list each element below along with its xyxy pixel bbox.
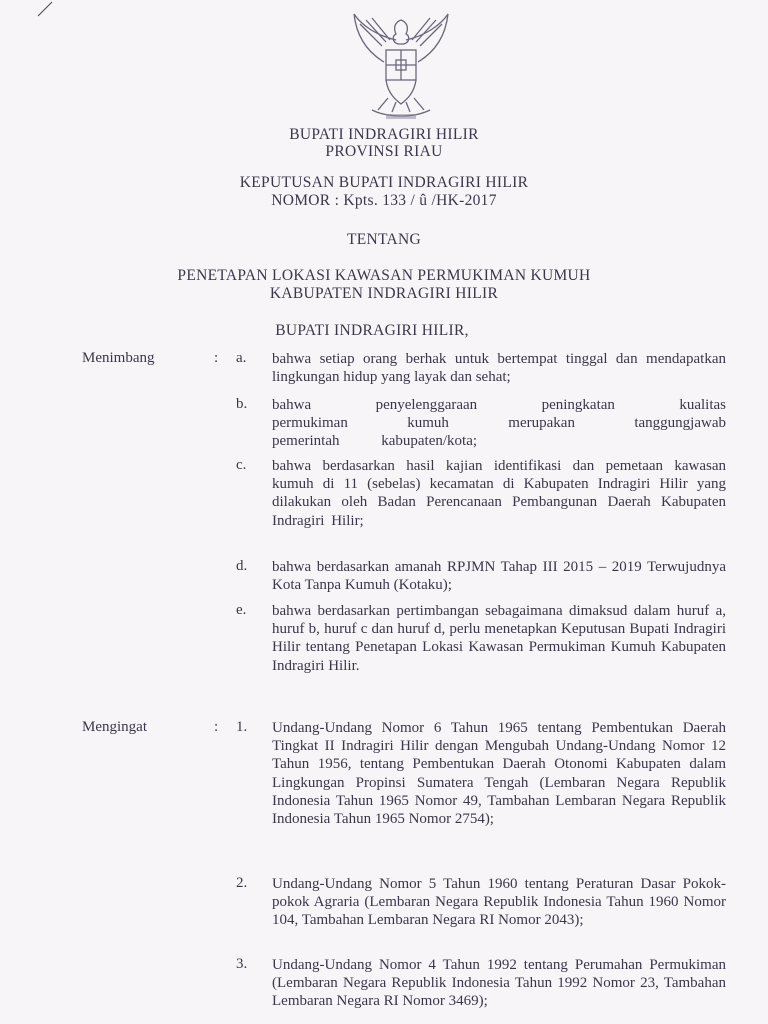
authority-title: BUPATI INDRAGIRI HILIR	[289, 126, 479, 143]
about-heading: TENTANG	[346, 231, 422, 248]
province-title: PROVINSI RIAU	[325, 143, 443, 160]
menimbang-marker-a: a.	[236, 350, 247, 366]
mengingat-item-1: Undang-Undang Nomor 6 Tahun 1965 tentang Pembentukan Daerah Tingkat II Indragiri Hilir dengan Mengubah Undang-Undang Nomor 12 Tahun 1956, tentang Pembentukan Daerah Otonomi Kabupaten dalam Lingkungan Propinsi Sumatera Tengah (Lembaran Negara Republik Indonesia Tahun 1965 Nomor 49, Tambahan Lembaran Negara Republik Indonesia Tahun 1965 Nomor 2754);	[272, 720, 726, 828]
mengingat-label: Mengingat	[82, 719, 147, 735]
issuer-line: BUPATI INDRAGIRI HILIR,	[275, 322, 469, 339]
subject-line-2: KABUPATEN INDRAGIRI HILIR	[269, 285, 499, 302]
mengingat-marker-1: 1.	[236, 719, 248, 735]
menimbang-item-c: bahwa berdasarkan hasil kajian identifikasi dan pemetaan kawasan kumuh di 11 (sebelas) kecamatan di Kabupaten Indragiri Hilir yang dilakukan oleh Badan Perencanaan Pembangunan Daerah Kabupaten Indragiri Hilir;	[272, 458, 726, 529]
menimbang-marker-e: e.	[236, 602, 247, 618]
menimbang-item-b: bahwa penyelenggaraan peningkatan kualitas permukiman kumuh merupakan tanggungjawab pemerintah kabupaten/kota;	[272, 397, 726, 450]
subject-line-1: PENETAPAN LOKASI KAWASAN PERMUKIMAN KUMUH	[177, 267, 591, 284]
menimbang-label: Menimbang	[82, 350, 155, 366]
menimbang-colon: :	[214, 350, 219, 366]
menimbang-marker-d: d.	[236, 558, 248, 574]
mengingat-marker-3: 3.	[236, 956, 248, 972]
menimbang-marker-c: c.	[236, 457, 247, 473]
menimbang-item-d: bahwa berdasarkan amanah RPJMN Tahap III 2015 – 2019 Terwujudnya Kota Tanpa Kumuh (Kotaku);	[272, 559, 726, 594]
menimbang-marker-b: b.	[236, 396, 248, 412]
pen-mark	[36, 0, 56, 18]
mengingat-item-2: Undang-Undang Nomor 5 Tahun 1960 tentang Peraturan Dasar Pokok-pokok Agraria (Lembaran Negara Republik Indonesia Tahun 1960 Nomor 104, Tambahan Lembaran Negara RI Nomor 2043);	[272, 876, 726, 929]
decree-number: NOMOR : Kpts. 133 / û /HK-2017	[271, 192, 497, 209]
mengingat-colon: :	[214, 719, 219, 735]
mengingat-marker-2: 2.	[236, 875, 248, 891]
mengingat-item-3: Undang-Undang Nomor 4 Tahun 1992 tentang Perumahan Permukiman (Lembaran Negara Republik Indonesia Tahun 1992 Nomor 23, Tambahan Lembaran Negara RI Nomor 3469);	[272, 957, 726, 1010]
menimbang-item-e: bahwa berdasarkan pertimbangan sebagaimana dimaksud dalam huruf a, huruf b, huruf c dan huruf d, perlu menetapkan Keputusan Bupati Indragiri Hilir tentang Penetapan Lokasi Kawasan Permukiman Kumuh Kabupaten Indragiri Hilir.	[272, 603, 726, 674]
decree-title: KEPUTUSAN BUPATI INDRAGIRI HILIR	[239, 174, 529, 191]
garuda-emblem-icon	[348, 10, 454, 122]
menimbang-item-a: bahwa setiap orang berhak untuk bertempat tinggal dan mendapatkan lingkungan hidup yang layak dan sehat;	[272, 351, 726, 386]
